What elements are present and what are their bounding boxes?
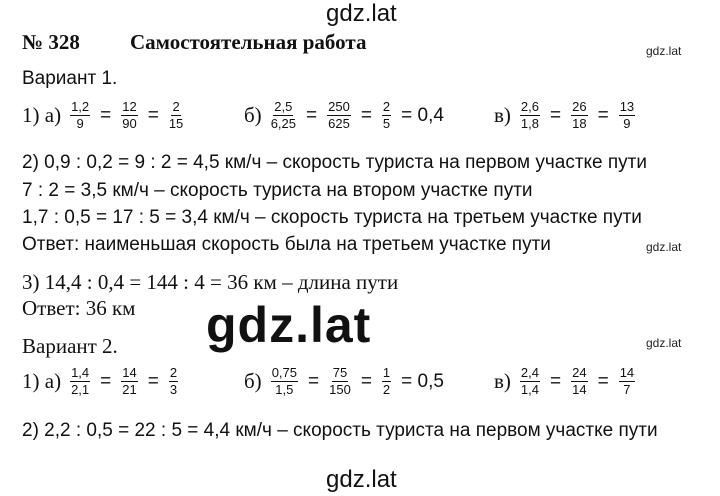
- fraction: $\frac{24}{14}$: [572, 365, 587, 397]
- watermark-side-1: gdz.lat: [646, 44, 682, 58]
- variant-1-task-2-line-2: 7 : 2 = 3,5 км/ч – скорость туриста на втором участке пути: [22, 180, 533, 201]
- variant-1-task-1c: в) $\frac{2,6}{1,8}$ = $\frac{26}{18}$ = $\frac{13}{9}$: [494, 99, 635, 131]
- fraction: $\frac{14}{7}$: [619, 365, 635, 397]
- task-label: 1) а): [22, 103, 62, 127]
- variant-1-task-3-answer: Ответ: 36 км: [22, 296, 136, 320]
- fraction: $\frac{2,6}{1,8}$: [520, 99, 539, 131]
- variant-1-heading: Вариант 1.: [22, 68, 118, 89]
- variant-2-task-1a: 1) а) $\frac{1,4}{2,1}$ = $\frac{14}{21}$ = $\frac{2}{3}$: [22, 365, 178, 397]
- fraction: $\frac{0,75}{1,5}$: [271, 365, 297, 397]
- variant-2-task-1b: б) $\frac{0,75}{1,5}$ = $\frac{75}{150}$ = $\frac{1}{2}$ = 0,5: [244, 365, 444, 397]
- item-label: б): [244, 369, 262, 393]
- page-title: Самостоятельная работа: [130, 30, 367, 54]
- fraction: $\frac{2,4}{1,4}$: [520, 365, 539, 397]
- fraction: $\frac{75}{150}$: [329, 365, 351, 397]
- variant-2-task-1c: в) $\frac{2,4}{1,4}$ = $\frac{24}{14}$ = $\frac{14}{7}$: [494, 365, 635, 397]
- variant-1-task-2-line-3: 1,7 : 0,5 = 17 : 5 = 3,4 км/ч – скорость туриста на третьем участке пути: [22, 207, 642, 228]
- variant-1-task-1a: 1) а) $\frac{1,2}{9}$ = $\frac{12}{90}$ = $\frac{2}{15}$: [22, 99, 184, 131]
- watermark-side-2: gdz.lat: [646, 240, 682, 254]
- fraction: $\frac{250}{625}$: [328, 99, 350, 131]
- fraction: $\frac{1,2}{9}$: [71, 99, 90, 131]
- fraction: $\frac{2}{3}$: [169, 365, 178, 397]
- fraction: $\frac{12}{90}$: [122, 99, 137, 131]
- variant-2-task-2-line-1: 2) 2,2 : 0,5 = 22 : 5 = 4,4 км/ч – скорость туриста на первом участке пути: [22, 420, 658, 441]
- watermark-center: gdz.lat: [206, 297, 372, 353]
- result-value: = 0,4: [401, 104, 444, 126]
- task-number: № 328: [22, 30, 80, 54]
- watermark-bottom: gdz.lat: [326, 466, 397, 493]
- fraction: $\frac{13}{9}$: [619, 99, 635, 131]
- task-label: 1) а): [22, 369, 62, 393]
- variant-1-task-2-line-1: 2) 0,9 : 0,2 = 9 : 2 = 4,5 км/ч – скорость туриста на первом участке пути: [22, 152, 647, 173]
- watermark-side-3: gdz.lat: [646, 336, 682, 350]
- variant-1-task-2-answer: Ответ: наименьшая скорость была на третьем участке пути: [22, 234, 551, 255]
- fraction: $\frac{26}{18}$: [572, 99, 587, 131]
- item-label: в): [494, 369, 511, 393]
- fraction: $\frac{1}{2}$: [382, 365, 391, 397]
- variant-1-task-3-line: 3) 14,4 : 0,4 = 144 : 4 = 36 км – длина пути: [22, 270, 399, 294]
- variant-1-task-1b: б) $\frac{2,5}{6,25}$ = $\frac{250}{625}$ = $\frac{2}{5}$ = 0,4: [244, 99, 444, 131]
- fraction: $\frac{2}{5}$: [382, 99, 391, 131]
- watermark-top: gdz.lat: [326, 0, 397, 27]
- item-label: б): [244, 103, 262, 127]
- fraction: $\frac{2,5}{6,25}$: [270, 99, 296, 131]
- fraction: $\frac{1,4}{2,1}$: [71, 365, 90, 397]
- item-label: в): [494, 103, 511, 127]
- fraction: $\frac{14}{21}$: [122, 365, 137, 397]
- variant-2-heading: Вариант 2.: [22, 334, 118, 358]
- result-value: = 0,5: [401, 370, 444, 392]
- fraction: $\frac{2}{15}$: [168, 99, 184, 131]
